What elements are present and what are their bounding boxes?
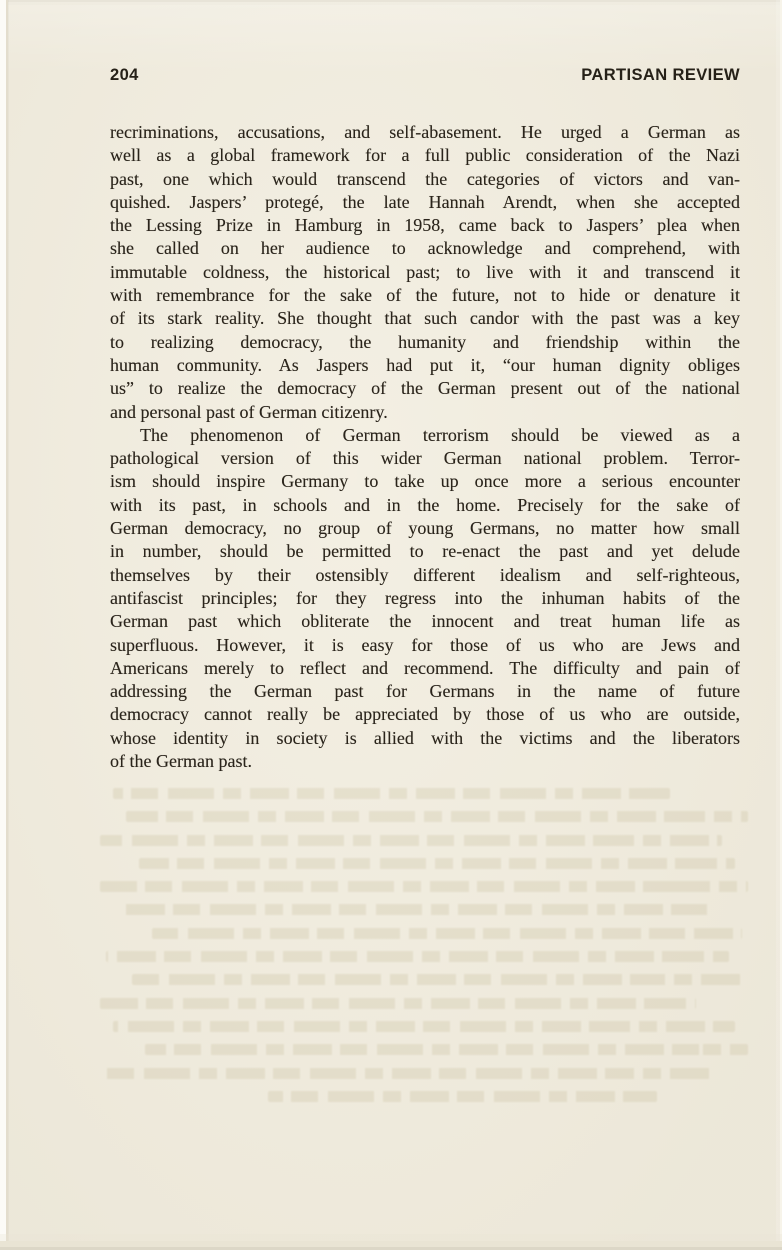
bleedthrough-line xyxy=(132,974,748,985)
text-line: Americans merely to reflect and recommend. The difficulty and pain of xyxy=(110,657,740,678)
text-line: ism should inspire Germany to take up once more a serious encounter xyxy=(110,471,740,492)
bleedthrough-line xyxy=(106,951,728,962)
paragraph xyxy=(110,121,740,424)
text-line: she called on her audience to acknowledge and comprehend, with xyxy=(110,238,740,259)
bleedthrough-line xyxy=(139,858,735,869)
bleedthrough-line xyxy=(100,998,696,1009)
page-left-edge xyxy=(0,0,9,1250)
bleedthrough-line xyxy=(152,928,742,939)
text-line: human community. As Jaspers had put it, “our human dignity obliges xyxy=(110,354,740,375)
bleedthrough-line xyxy=(106,1068,715,1079)
text-line: and personal past of German citizenry. xyxy=(110,401,388,422)
text-line: superfluous. However, it is easy for those of us who are Jews and xyxy=(110,634,740,655)
paragraph xyxy=(110,424,740,773)
text-line: well as a global framework for a full public consideration of the Nazi xyxy=(110,145,740,166)
bleedthrough-line xyxy=(113,1021,735,1032)
text-line: to realizing democracy, the humanity and friendship within the xyxy=(110,331,740,352)
text-line: the Lessing Prize in Hamburg in 1958, came back to Jaspers’ plea when xyxy=(110,215,740,236)
page-number: 204 xyxy=(110,66,139,84)
bleedthrough-line xyxy=(145,1044,748,1055)
bleedthrough-line xyxy=(113,788,670,799)
text-line: of its stark reality. She thought that such candor with the past was a key xyxy=(110,308,740,329)
bleedthrough-line xyxy=(126,811,748,822)
text-line: themselves by their ostensibly different idealism and self-righteous, xyxy=(110,564,740,585)
text-line: in number, should be permitted to re-enact the past and yet delude xyxy=(110,541,740,562)
text-line: past, one which would transcend the categories of victors and van- xyxy=(110,168,740,189)
text-line: of the German past. xyxy=(110,751,252,772)
bleedthrough-line xyxy=(100,881,748,892)
text-line: German democracy, no group of young Germans, no matter how small xyxy=(110,518,740,539)
bleedthrough-line xyxy=(100,835,722,846)
text-line: us” to realize the democracy of the German present out of the national xyxy=(110,378,740,399)
text-line: with remembrance for the sake of the future, not to hide or denature it xyxy=(110,285,740,306)
page-top-edge xyxy=(0,0,782,5)
text-line: addressing the German past for Germans in the name of future xyxy=(110,681,740,702)
running-header xyxy=(110,66,740,85)
bleedthrough-line xyxy=(119,904,709,915)
text-line: whose identity in society is allied with the victims and the liberators xyxy=(110,727,740,748)
bleedthrough-text xyxy=(100,788,748,1114)
text-line: German past which obliterate the innocent and treat human life as xyxy=(110,611,740,632)
body-text xyxy=(110,121,740,773)
text-line: with its past, in schools and in the home. Precisely for the sake of xyxy=(110,494,740,515)
text-line: The phenomenon of German terrorism should be viewed as a xyxy=(140,424,740,445)
journal-title: PARTISAN REVIEW xyxy=(581,66,740,84)
text-line: immutable coldness, the historical past; to live with it and transcend it xyxy=(110,261,740,282)
text-line: quished. Jaspers’ protegé, the late Hannah Arendt, when she accepted xyxy=(110,191,740,212)
page-right-edge xyxy=(776,0,782,1250)
bleedthrough-line xyxy=(268,1091,657,1102)
text-line: antifascist principles; for they regress into the inhuman habits of the xyxy=(110,587,740,608)
text-line: pathological version of this wider German national problem. Terror- xyxy=(110,448,740,469)
text-line: recriminations, accusations, and self-abasement. He urged a German as xyxy=(110,122,740,142)
page-bottom-edge xyxy=(0,1234,782,1250)
text-line: democracy cannot really be appreciated by those of us who are outside, xyxy=(110,704,740,725)
